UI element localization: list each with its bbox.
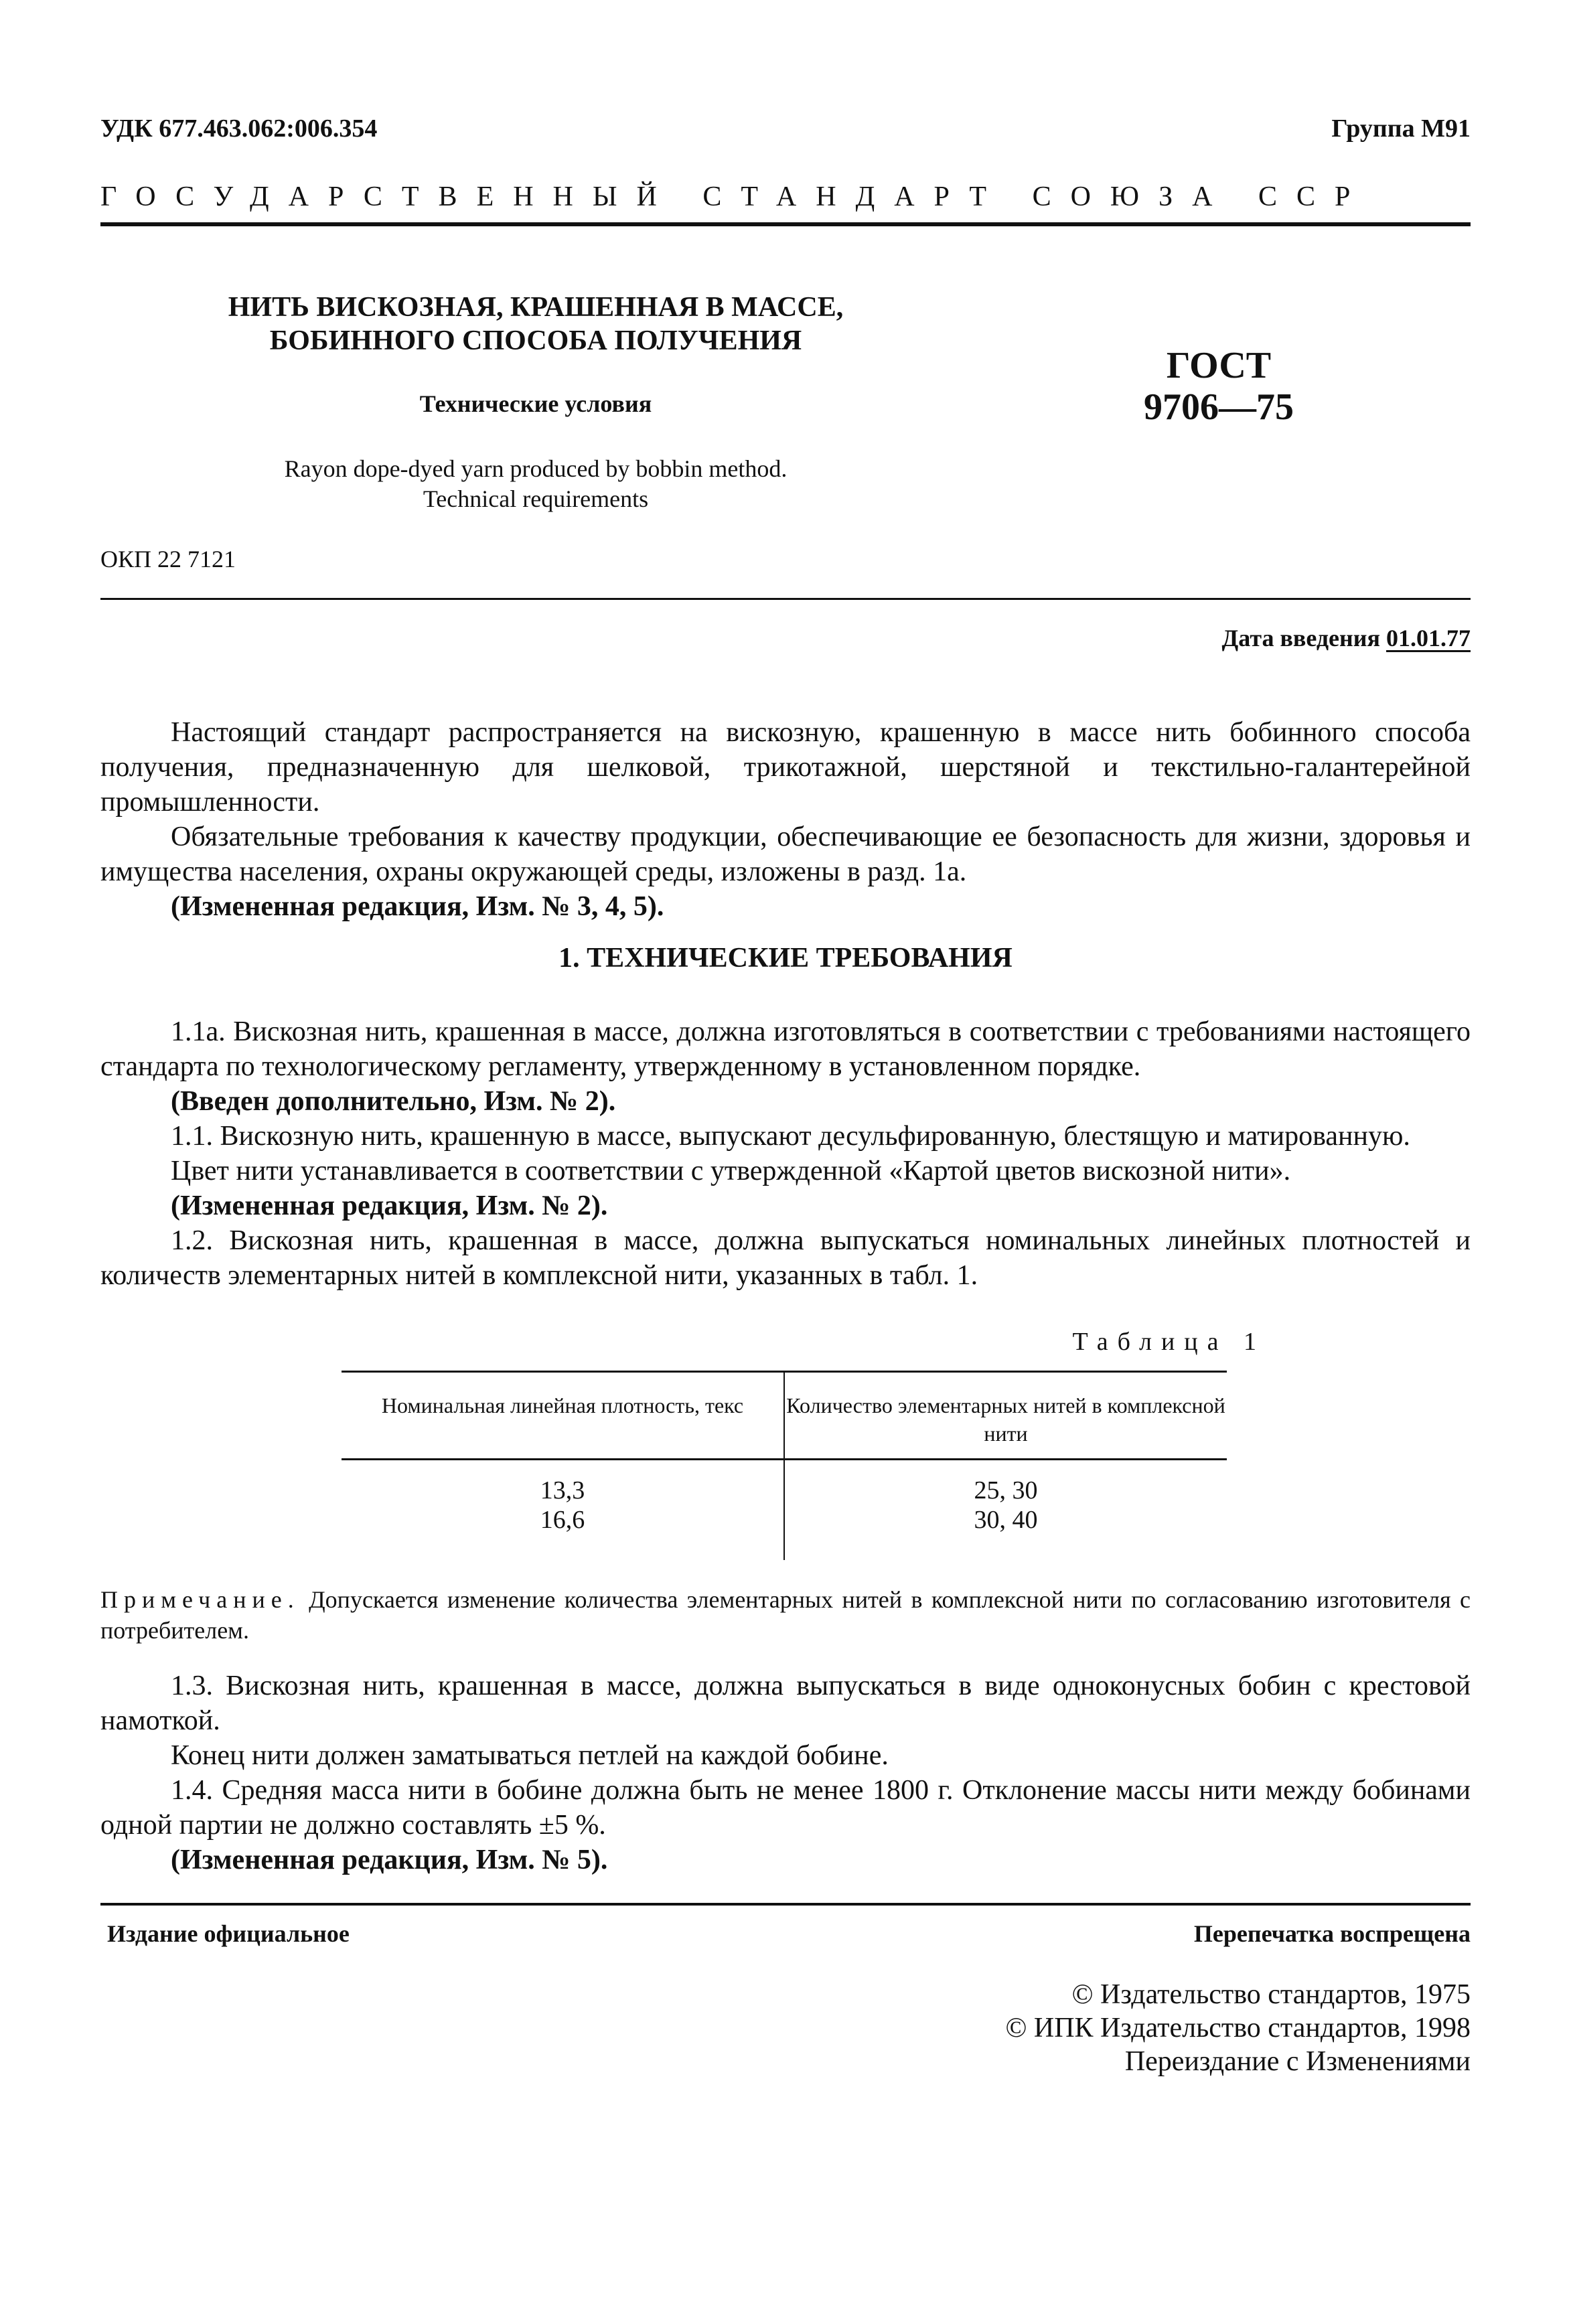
section-1-body <box>100 1014 1471 1293</box>
clause-1-4-note: (Измененная редакция, Изм. № 5). <box>171 1845 608 1875</box>
english-title-line2: Technical requirements <box>423 485 649 512</box>
clause-1-4: 1.4. Средняя масса нити в бобине должна быть не менее 1800 г. Отклонение массы нити между бобинами одной партии не должно составлять ±5 %. <box>100 1775 1471 1841</box>
group-code: Группа М91 <box>1331 114 1471 143</box>
document-title-line1: НИТЬ ВИСКОЗНАЯ, КРАШЕННАЯ В МАССЕ, <box>228 292 844 323</box>
table-cell-filaments: 30, 40 <box>974 1506 1038 1534</box>
section-1-heading: 1. ТЕХНИЧЕСКИЕ ТРЕБОВАНИЯ <box>558 943 1013 974</box>
table-header-filaments: Количество элементарных нитей в комплексной нити <box>786 1393 1225 1446</box>
state-standard-title: ГОСУДАРСТВЕННЫЙ СТАНДАРТ СОЮЗА ССР <box>100 181 1370 212</box>
clause-winding-end: Конец нити должен заматываться петлей на каждой бобине. <box>171 1740 889 1771</box>
table-row <box>342 1476 783 1535</box>
section-1-continued <box>100 1669 1471 1877</box>
table-header-density: Номинальная линейная плотность, текс <box>381 1393 744 1417</box>
table-cell-density: 13,3 <box>540 1476 585 1504</box>
table-note <box>100 1584 1471 1646</box>
footer-rule <box>100 1903 1471 1906</box>
header-rule <box>100 222 1471 226</box>
clause-1-1a: 1.1а. Вискозная нить, крашенная в массе, должна изготовляться в соответствии с требованиями настоящего стандарта по технологическому регламенту, утвержденному в установленном порядке. <box>100 1016 1471 1082</box>
intro-paragraph-2: Обязательные требования к качеству продукции, обеспечивающие ее безопасность для жизни, здоровья и имущества населения, охраны окружающей среды, изложены в разд. 1а. <box>100 822 1471 887</box>
gost-label: ГОСТ <box>1166 345 1272 386</box>
document-title-line2: БОБИННОГО СПОСОБА ПОЛУЧЕНИЯ <box>269 325 802 356</box>
udk-code: УДК 677.463.062:006.354 <box>100 114 378 143</box>
clause-1-1: 1.1. Вискозную нить, крашенную в массе, выпускают десульфированную, блестящую и матированную. <box>171 1121 1410 1152</box>
intro-block <box>100 715 1471 924</box>
effective-date <box>868 623 1471 653</box>
okp-code: ОКП 22 7121 <box>100 546 236 572</box>
note-text: Допускается изменение количества элементарных нитей в комплексной нити по согласованию изготовителя с потребителем. <box>100 1586 1471 1644</box>
clause-1-3: 1.3. Вискозная нить, крашенная в массе, должна выпускаться в виде одноконусных бобин с крестовой намоткой. <box>100 1671 1471 1736</box>
table-row <box>785 1476 1227 1535</box>
reprint-prohibited: Перепечатка воспрещена <box>1193 1920 1471 1947</box>
effective-date-value: 01.01.77 <box>1386 625 1471 651</box>
clause-1-2: 1.2. Вискозная нить, крашенная в массе, должна выпускаться номинальных линейных плотностей и количеств элементарных нитей в комплексной нити, указанных в табл. 1. <box>100 1225 1471 1291</box>
official-edition: Издание официальное <box>107 1920 350 1947</box>
effective-date-label: Дата введения <box>1221 625 1380 651</box>
table-1-caption: Таблица 1 <box>1072 1328 1266 1356</box>
table-header-rule <box>342 1458 1227 1460</box>
table-cell-density: 16,6 <box>540 1506 585 1534</box>
intro-paragraph-1: Настоящий стандарт распространяется на вискозную, крашенную в массе нить бобинного способа получения, предназначенную для шелковой, трикотажной, шерстяной и текстильно-галантерейной промышленности. <box>100 717 1471 818</box>
gost-number: 9706—75 <box>1144 386 1294 428</box>
english-title-line1: Rayon dope-dyed yarn produced by bobbin method. <box>284 455 788 482</box>
intro-amendment-note: (Измененная редакция, Изм. № 3, 4, 5). <box>171 891 664 922</box>
note-label: Примечание. <box>100 1586 300 1613</box>
table-cell-filaments: 25, 30 <box>974 1476 1038 1504</box>
copyright-1998: © ИПК Издательство стандартов, 1998 <box>1005 2013 1471 2043</box>
reissue-note: Переиздание с Изменениями <box>1124 2046 1471 2077</box>
title-rule <box>100 598 1471 600</box>
copyright-1975: © Издательство стандартов, 1975 <box>1071 1979 1471 2010</box>
clause-1-1a-note: (Введен дополнительно, Изм. № 2). <box>171 1086 616 1117</box>
document-subtitle: Технические условия <box>419 390 652 417</box>
clause-color: Цвет нити устанавливается в соответствии с утвержденной «Картой цветов вискозной нити». <box>171 1156 1291 1186</box>
clause-color-note: (Измененная редакция, Изм. № 2). <box>171 1190 608 1221</box>
